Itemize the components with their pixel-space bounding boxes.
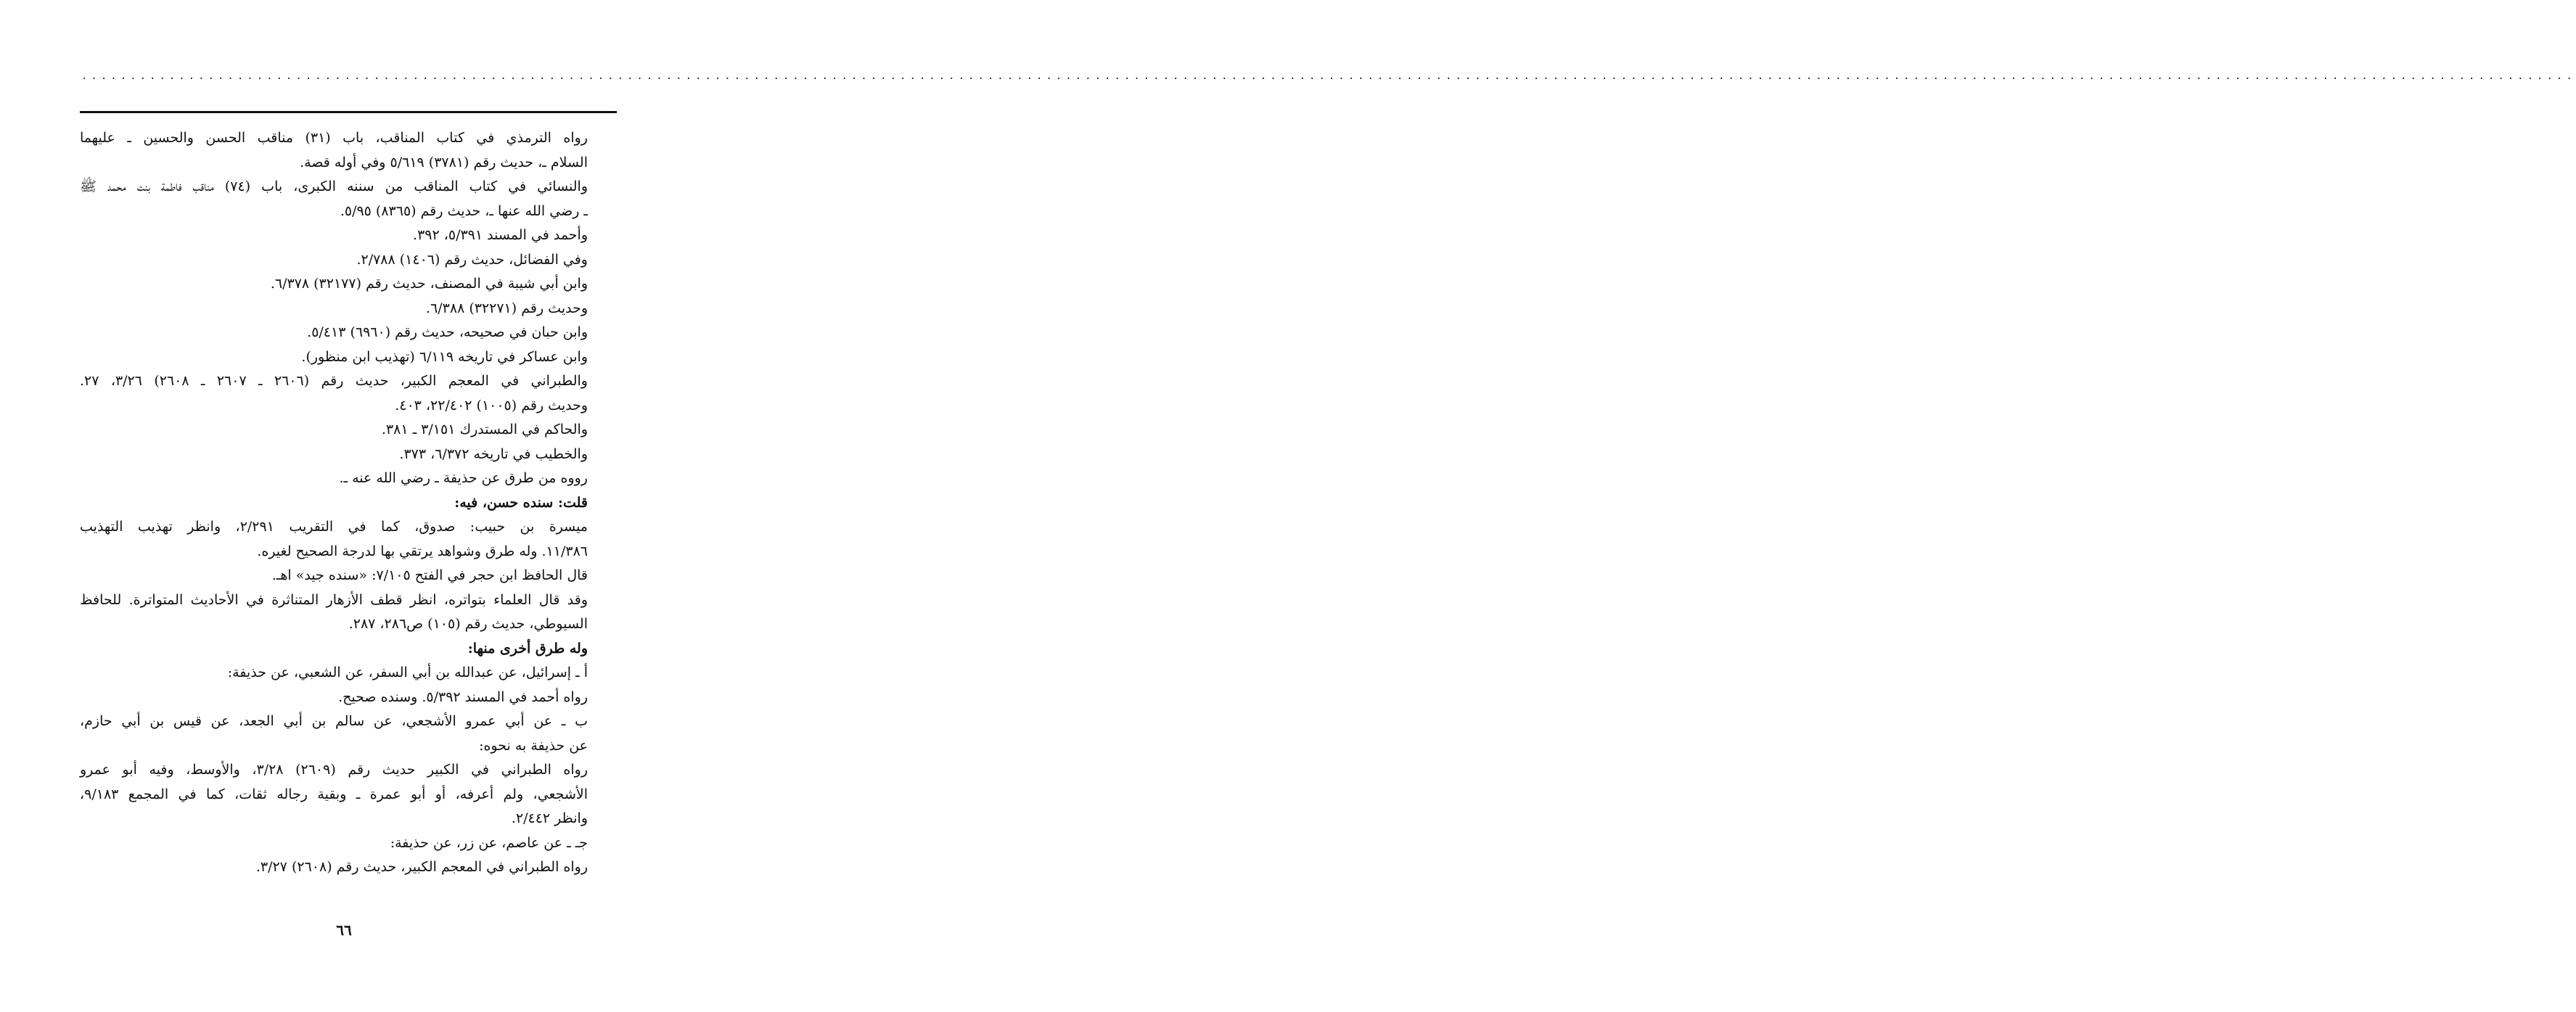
text-line: وحديث رقم (١٠٠٥) ٢٢/٤٠٢، ٤٠٣. — [395, 397, 588, 414]
text-line: السيوطي، حديث رقم (١٠٥) ص٢٨٦، ٢٨٧. — [348, 616, 588, 632]
text-line: عن حذيفة به نحوه: — [479, 737, 588, 754]
page-number: ٦٦ — [336, 921, 352, 939]
text-line: جـ ـ عن عاصم، عن زر، عن حذيفة: — [390, 834, 588, 851]
footnote-separator-rule — [80, 111, 617, 113]
text-line: وابن حبان في صحيحه، حديث رقم (٦٩٦٠) ٥/٤١٣. — [307, 324, 588, 340]
header-dotted-line: ................................................................................................................................................................................................................................................................ — [81, 70, 2576, 82]
text-line: وقد قال العلماء بتواتره، انظر قطف الأزهار المتناثرة في الأحاديث المتواترة. للحافظ — [80, 591, 588, 608]
text-line: والخطيب في تاريخه ٦/٣٧٢، ٣٧٣. — [399, 445, 588, 462]
text-line: ب ـ عن أبي عمرو الأشجعي، عن سالم بن أبي الجعد، عن قيس بن أبي حازم، — [80, 713, 588, 729]
text-line: وأحمد في المسند ٥/٣٩١، ٣٩٢. — [413, 227, 588, 243]
text-line: وحديث رقم (٣٢٢٧١) ٦/٣٨٨. — [426, 300, 588, 316]
text-line: قال الحافظ ابن حجر في الفتح ٧/١٠٥: «سنده جيد» اهـ. — [271, 567, 588, 583]
text-line: رواه الطبراني في المعجم الكبير، حديث رقم (٢٦٠٨) ٣/٢٧. — [255, 859, 588, 875]
footnote-text-block — [80, 126, 588, 880]
text-line: والطبراني في المعجم الكبير، حديث رقم (٢٦٠٦ ـ ٢٦٠٧ ـ ٢٦٠٨) ٣/٢٦، ٢٧. — [80, 373, 588, 389]
text-line: والحاكم في المستدرك ٣/١٥١ ـ ٣٨١. — [381, 421, 588, 437]
text-line: ـ رضي الله عنها ـ، حديث رقم (٨٣٦٥) ٥/٩٥. — [340, 202, 588, 219]
text-line: رواه الطبراني في الكبير حديث رقم (٢٦٠٩) ٣/٢٨، والأوسط، وفيه أبو عمرو — [80, 762, 588, 778]
text-line: الأشجعي، ولم أعرفه، أو أبو عمرة ـ وبقية رجاله ثقات، كما في المجمع ٩/١٨٣، — [80, 786, 588, 802]
text-line: رووه من طرق عن حذيفة ـ رضي الله عنه ـ. — [339, 470, 588, 486]
text-line: ميسرة بن حبيب: صدوق، كما في التقريب ٢/٢٩١، وانظر تهذيب التهذيب — [80, 519, 588, 535]
text-line: وابن عساكر في تاريخه ٦/١١٩ (تهذيب ابن منظور). — [301, 348, 588, 365]
text-line: أ ـ إسرائيل، عن عبدالله بن أبي السفر، عن الشعبي، عن حذيفة: — [227, 665, 588, 680]
text-line-heading: قلت: سنده حسن، فيه: — [454, 494, 588, 511]
text-line: وانظر ٢/٤٤٢. — [511, 810, 588, 826]
text-line: السلام ـ، حديث رقم (٣٧٨١) ٥/٦١٩ وفي أوله قصة. — [300, 154, 588, 170]
text-line: وفي الفضائل، حديث رقم (١٤٠٦) ٢/٧٨٨. — [356, 251, 588, 268]
text-line: رواه الترمذي في كتاب المناقب، باب (٣١) مناقب الحسن والحسين ـ عليهما — [80, 130, 588, 146]
text-line: رواه أحمد في المسند ٥/٣٩٢. وسنده صحيح. — [338, 688, 588, 705]
text-line-heading: وله طرق أخرى منها: — [467, 640, 588, 657]
text-line: وابن أبي شيبة في المصنف، حديث رقم (٣٢١٧٧) ٦/٣٧٨. — [270, 276, 588, 292]
text-line: والنسائي في كتاب المناقب من سننه الكبرى، باب (٧٤) مناقب فاطمة بنت محمد ﷺ — [80, 178, 588, 194]
text-line: ١١/٣٨٦. وله طرق وشواهد يرتقي بها لدرجة الصحيح لغيره. — [257, 543, 588, 559]
